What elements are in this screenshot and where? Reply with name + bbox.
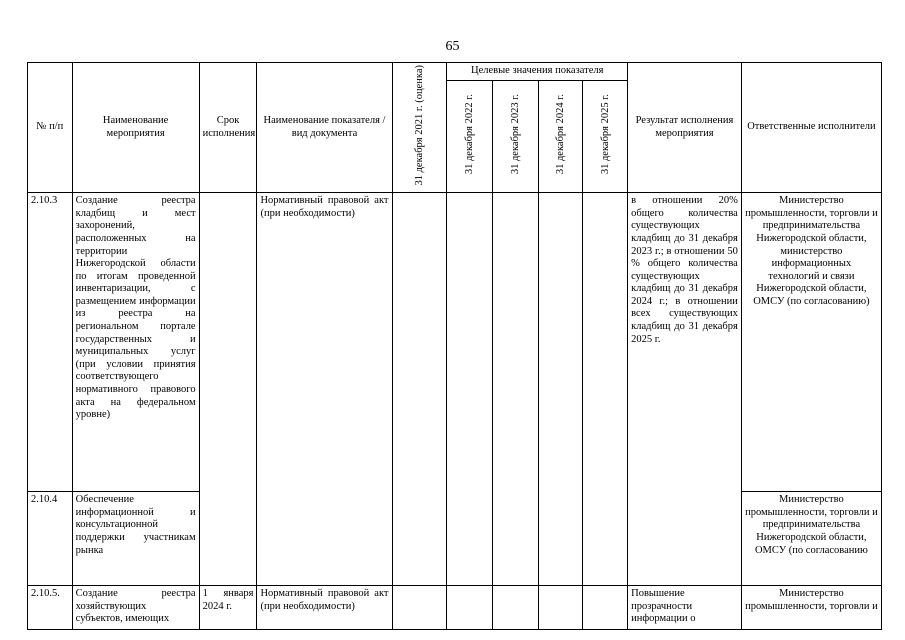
header-2021: 31 декабря 2021 г. (оценка) [392,63,447,193]
header-name: Наименование мероприятия [72,63,199,193]
row-value-2021 [392,193,447,586]
row-num: 2.10.5. [28,586,73,630]
row-result: Повышение прозрачности информации о [628,586,742,630]
header-indicator: Наименование показателя / вид документа [257,63,392,193]
row-value-2025 [583,586,628,630]
header-num: № п/п [28,63,73,193]
row-indicator: Нормативный правовой акт (при необходимости) [257,193,392,586]
row-value-2024 [538,193,583,586]
row-value-2025 [583,193,628,586]
header-2022: 31 декабря 2022 г. [447,80,493,193]
header-term: Срок исполнения [199,63,257,193]
header-result: Результат исполнения мероприятия [628,63,742,193]
table-row [28,586,882,630]
header-responsible: Ответственные исполнители [741,63,881,193]
row-value-2024 [538,586,583,630]
row-value-2022 [447,193,493,586]
row-name: Создание реестра хозяйствующих субъектов, имеющих [72,586,199,630]
row-term [199,193,257,586]
page-number: 65 [445,39,460,54]
row-name: Создание реестра кладбищ и мест захоронений, расположенных на территории Нижегородской области по итогам проведенной инвентаризации, с размещением информации из реестра на региональном портале государственных и муниципальных услуг (при условии принятия соответствующего нормативного правового акта на федеральном уровне) [72,193,199,492]
row-result: в отношении 20% общего количества существующих кладбищ до 31 декабря 2023 г.; в отношении 50 % общего количества существующих кладбищ до 31 декабря 2024 г.; в отношении всех существующих кладбищ до 31 декабря 2025 г. [628,193,742,586]
row-num: 2.10.3 [28,193,73,492]
row-value-2023 [493,193,539,586]
header-2023: 31 декабря 2023 г. [493,80,539,193]
measures-table [27,62,882,630]
row-num: 2.10.4 [28,492,73,586]
header-target-values: Целевые значения показателя [447,63,628,81]
header-2024: 31 декабря 2024 г. [538,80,583,193]
row-indicator: Нормативный правовой акт (при необходимости) [257,586,392,630]
row-term: 1 января 2024 г. [199,586,257,630]
row-responsible: Министерство промышленности, торговли и предпринимательства Нижегородской области, министерство информационных технологий и связи Нижегородской области, ОМСУ (по согласованию) [741,193,881,492]
row-name: Обеспечение информационной и консультационной поддержки участникам рынка [72,492,199,586]
row-responsible: Министерство промышленности, торговли и [741,586,881,630]
row-value-2021 [392,586,447,630]
table-row [28,193,882,492]
row-responsible: Министерство промышленности, торговли и предпринимательства Нижегородской области, ОМСУ (по согласованию [741,492,881,586]
header-2025: 31 декабря 2025 г. [583,80,628,193]
row-value-2023 [493,586,539,630]
row-value-2022 [447,586,493,630]
